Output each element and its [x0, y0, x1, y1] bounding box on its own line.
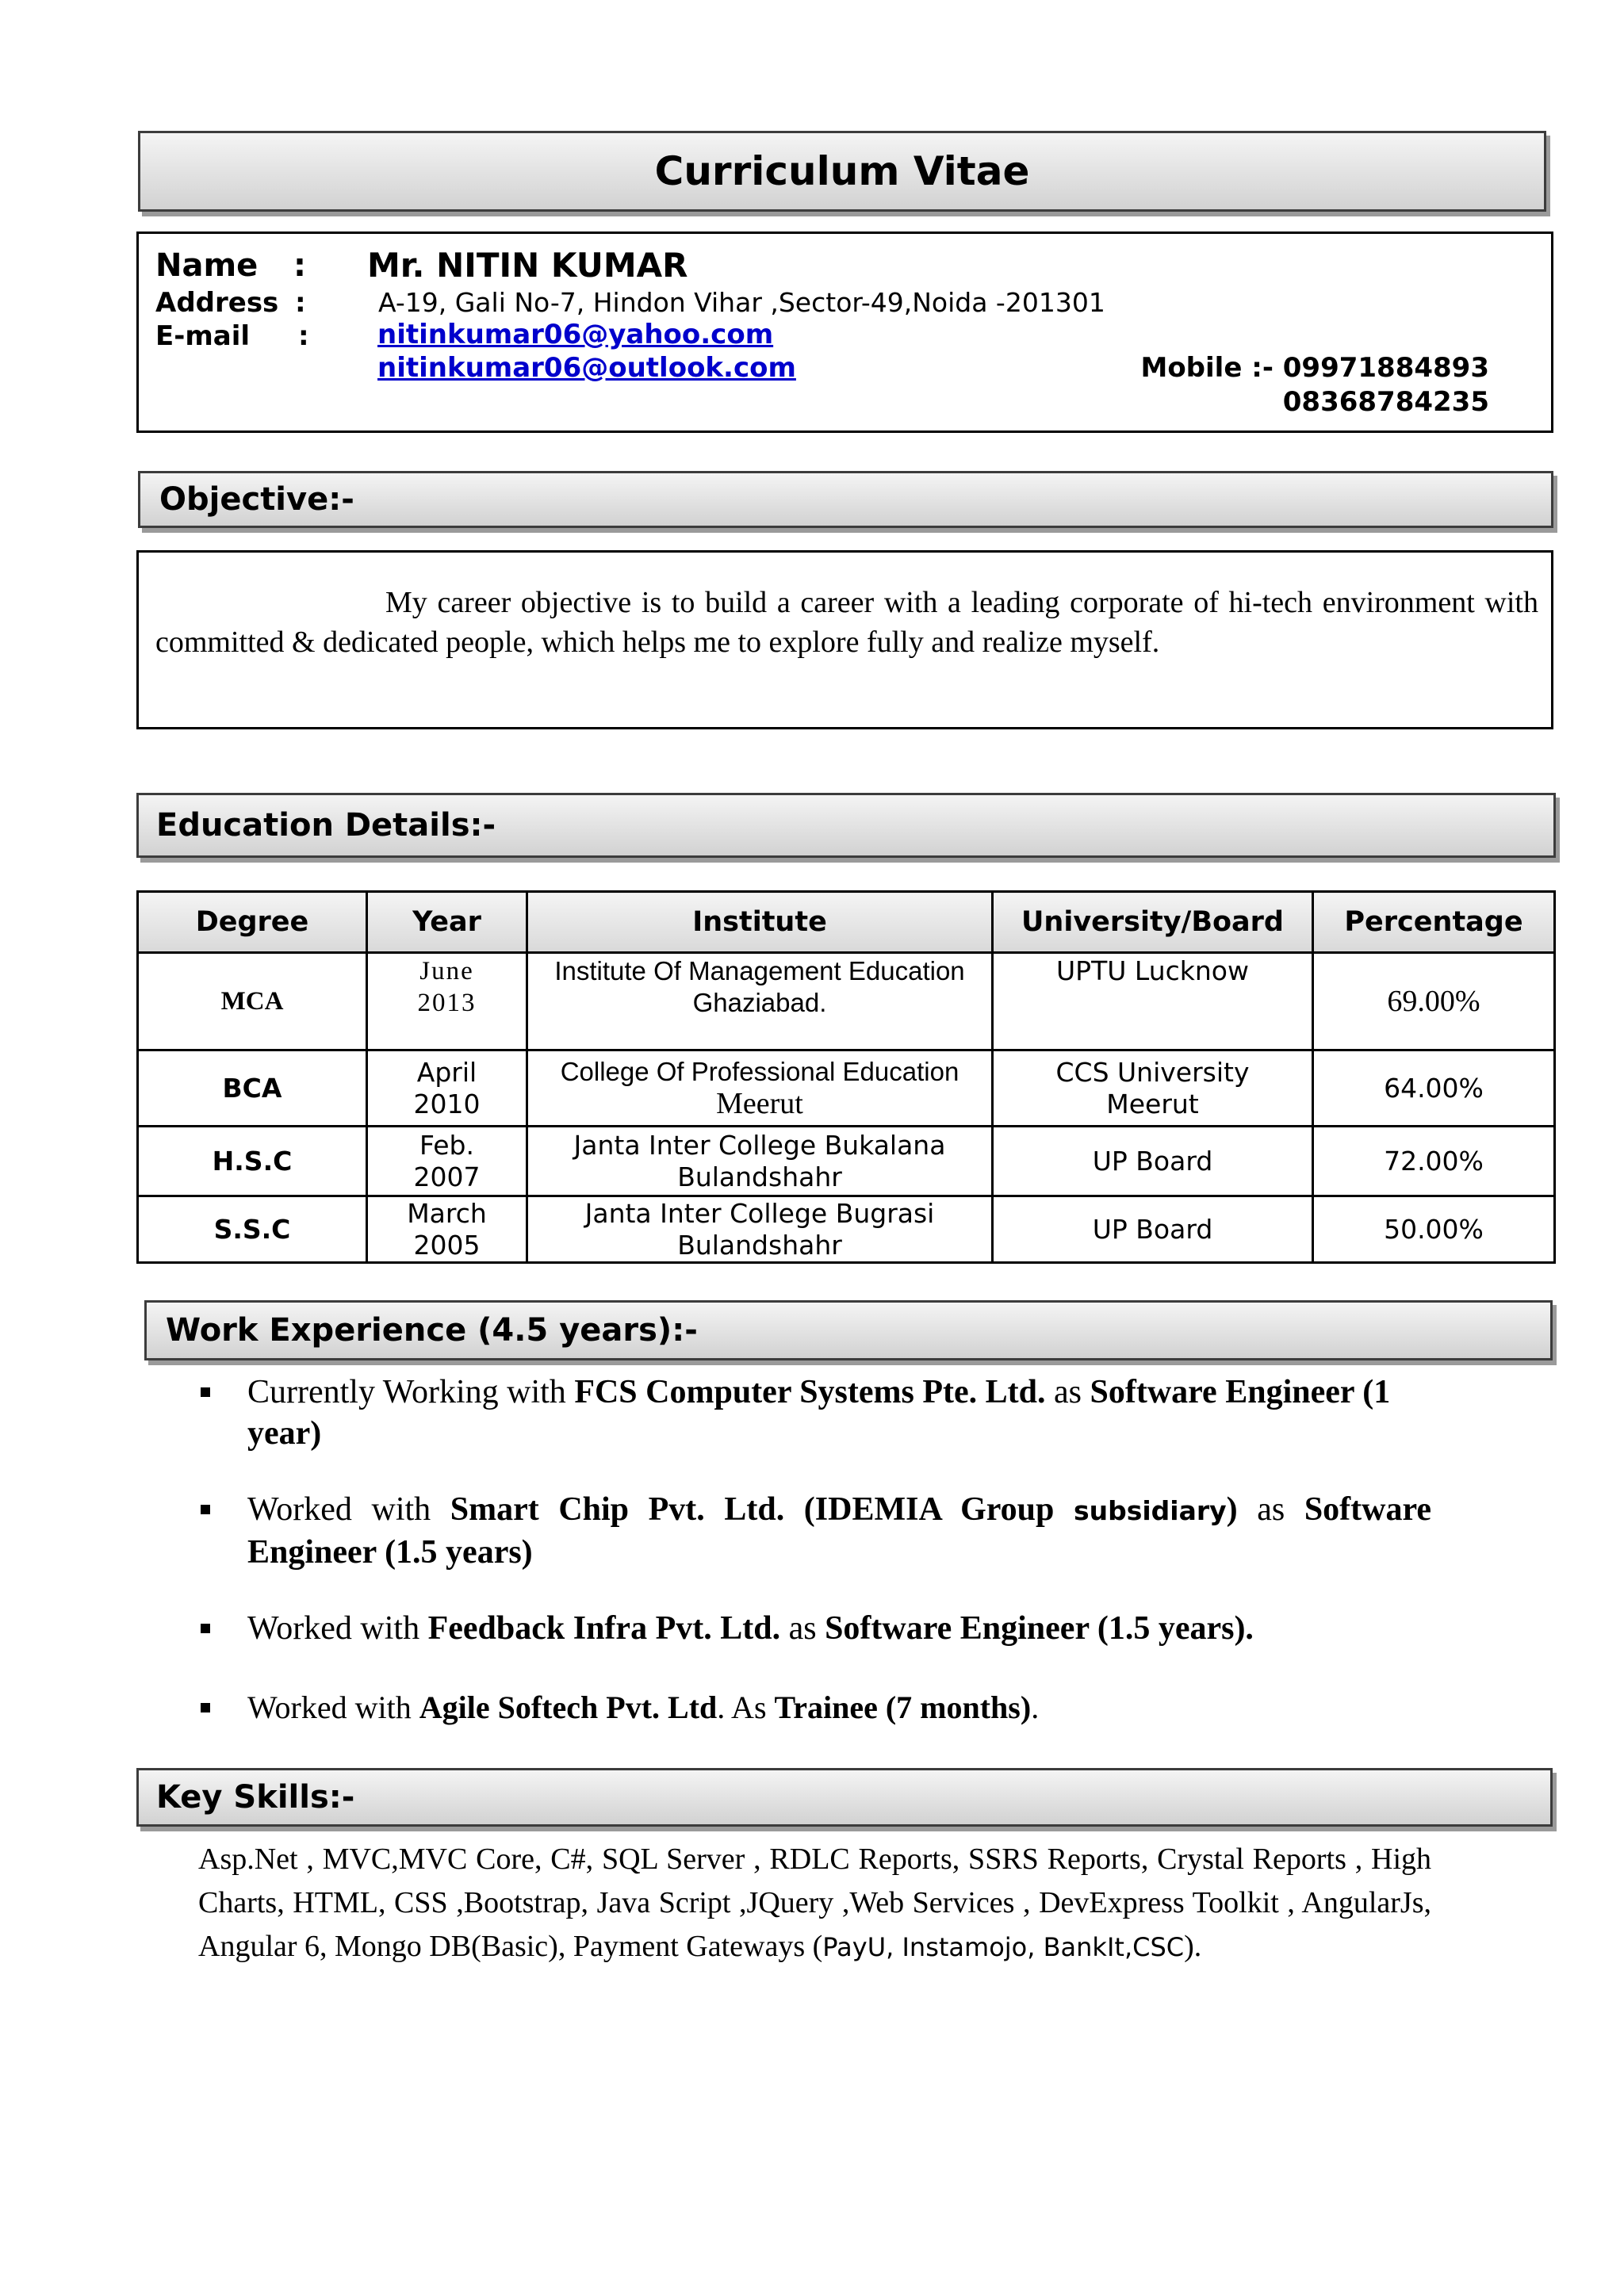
year-month: Feb. [419, 1129, 474, 1161]
table-row [138, 1127, 1555, 1196]
email-link-outlook[interactable]: nitinkumar06@outlook.com [377, 352, 796, 384]
institute-city: Bulandshahr [677, 1161, 842, 1192]
skills-text [198, 1838, 1431, 1969]
year-month: March [407, 1197, 487, 1229]
work-text: . [1031, 1689, 1040, 1725]
board-city: Meerut [1106, 1088, 1199, 1119]
board-name: UPTU Lucknow [1056, 955, 1249, 986]
objective-heading: Objective:- [159, 481, 354, 518]
degree-cell: H.S.C [138, 1127, 367, 1196]
mobile-block [1094, 352, 1489, 420]
institute-city: Ghaziabad. [692, 988, 827, 1017]
col-year: Year [367, 892, 527, 953]
year-value: 2007 [413, 1161, 481, 1192]
work-text: as [1045, 1374, 1090, 1410]
candidate-name: Mr. NITIN KUMAR [367, 246, 688, 285]
institute-city: Bulandshahr [677, 1229, 842, 1261]
education-heading: Education Details:- [156, 807, 496, 844]
institute-cell [527, 1050, 993, 1127]
payment-gateways: PayU, Instamojo, BankIt,CSC [822, 1932, 1185, 1962]
year-value: 2013 [417, 989, 477, 1017]
work-text: Worked with [247, 1689, 419, 1725]
year-month: April [416, 1056, 477, 1088]
institute-cell [527, 1196, 993, 1263]
address-label: Address [155, 287, 279, 319]
title-bar [138, 131, 1546, 212]
work-heading-bar [144, 1300, 1553, 1360]
board-cell: UP Board [993, 1127, 1313, 1196]
list-item [194, 1489, 1431, 1573]
institute-city: Meerut [716, 1087, 803, 1120]
mobile-label: Mobile :- [1140, 352, 1283, 384]
education-table [136, 890, 1556, 1264]
col-university: University/Board [993, 892, 1313, 953]
year-value: 2010 [413, 1088, 481, 1119]
job-role: Software Engineer (1.5 years). [825, 1610, 1254, 1647]
institute-name: Janta Inter College Bukalana [573, 1129, 946, 1161]
board-cell [993, 1050, 1313, 1127]
work-experience-list [194, 1372, 1431, 1728]
year-cell [367, 1127, 527, 1196]
work-text: as [1237, 1491, 1304, 1528]
list-item [194, 1372, 1431, 1454]
degree-cell: BCA [138, 1050, 367, 1127]
name-colon: : [293, 247, 306, 284]
address-value: A-19, Gali No-7, Hindon Vihar ,Sector-49,Noida -201301 [378, 287, 1105, 318]
table-row [138, 1050, 1555, 1127]
year-cell [367, 953, 527, 1050]
name-label: Name [155, 247, 259, 284]
email-link-yahoo[interactable]: nitinkumar06@yahoo.com [377, 319, 774, 350]
degree-cell: S.S.C [138, 1196, 367, 1263]
objective-heading-bar [138, 471, 1553, 528]
board-cell [993, 953, 1313, 1050]
list-item [194, 1608, 1431, 1649]
board-name: CCS University [1055, 1056, 1250, 1088]
col-percentage: Percentage [1313, 892, 1555, 953]
page-title: Curriculum Vitae [654, 148, 1030, 194]
table-row [138, 1196, 1555, 1263]
company-note: subsidiary [1073, 1495, 1227, 1526]
company-name: FCS Computer Systems Pte. Ltd. [574, 1374, 1046, 1410]
year-cell [367, 1196, 527, 1263]
email-label: E-mail [155, 320, 251, 352]
institute-name: Institute Of Management Education [554, 956, 965, 985]
address-colon: : [295, 287, 306, 319]
email-colon: : [298, 320, 309, 352]
work-text: as [780, 1610, 825, 1647]
work-text: Worked with [247, 1610, 428, 1647]
degree-cell: MCA [138, 953, 367, 1050]
col-degree: Degree [138, 892, 367, 953]
list-item [194, 1687, 1431, 1728]
work-text: Currently Working with [247, 1374, 575, 1410]
institute-cell [527, 1127, 993, 1196]
objective-text: My career objective is to build a career with a leading corporate of hi-tech environment with committed & dedicated people, which helps me to explore fully and realize myself. [155, 586, 1538, 659]
mobile-number-1: 09971884893 [1282, 352, 1489, 384]
skills-heading: Key Skills:- [156, 1779, 355, 1816]
education-heading-bar [136, 793, 1556, 858]
institute-name: Janta Inter College Bugrasi [584, 1197, 935, 1229]
year-month: June [419, 957, 474, 985]
job-role: Software Engineer (1 year) [247, 1374, 1391, 1452]
percentage-cell: 64.00% [1313, 1050, 1555, 1127]
year-value: 2005 [413, 1229, 481, 1261]
percentage-cell: 69.00% [1313, 953, 1555, 1050]
job-role: Software Engineer (1.5 years) [247, 1491, 1431, 1571]
job-role: Trainee (7 months) [774, 1689, 1032, 1725]
skills-list: Asp.Net , MVC,MVC Core, C#, SQL Server , RDLC Reports, SSRS Reports, Crystal Reports , High Charts, HTML, CSS ,Bootstrap, Java Script ,JQuery ,Web Services , DevExpress Toolkit , AngularJs, Angular 6, Mongo DB(Basic), Payment Gateways ( [198, 1843, 1431, 1963]
company-name-end: ) [1226, 1491, 1238, 1528]
work-text: . As [717, 1689, 775, 1725]
work-text: Worked with [247, 1491, 450, 1528]
table-row [138, 953, 1555, 1050]
institute-name: College Of Professional Education [560, 1057, 959, 1086]
company-name: Smart Chip Pvt. Ltd. (IDEMIA Group [450, 1491, 1074, 1528]
skills-heading-bar [136, 1768, 1553, 1827]
skills-end: ). [1184, 1930, 1202, 1963]
company-name: Agile Softech Pvt. Ltd [419, 1689, 718, 1725]
percentage-cell: 50.00% [1313, 1196, 1555, 1263]
board-cell: UP Board [993, 1196, 1313, 1263]
year-cell [367, 1050, 527, 1127]
institute-cell [527, 953, 993, 1050]
col-institute: Institute [527, 892, 993, 953]
education-header-row [138, 892, 1555, 953]
percentage-cell: 72.00% [1313, 1127, 1555, 1196]
company-name: Feedback Infra Pvt. Ltd. [427, 1610, 781, 1647]
mobile-number-2: 08368784235 [1282, 386, 1489, 418]
work-heading: Work Experience (4.5 years):- [166, 1312, 698, 1349]
